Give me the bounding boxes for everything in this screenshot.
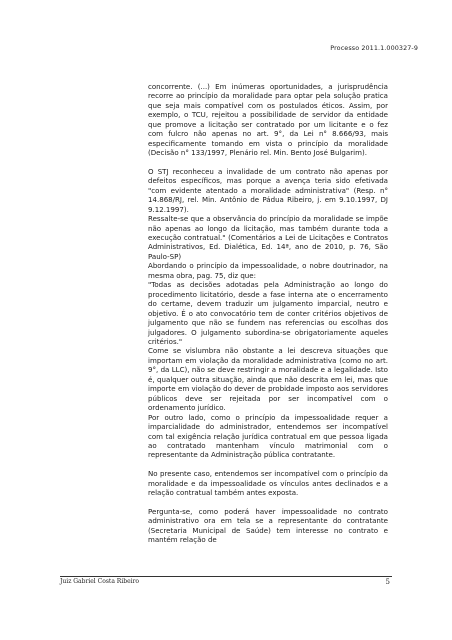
body-text	[148, 82, 388, 544]
quote-paragraph: "Todas as decisões adotadas pela Administração ao longo do procedimento licitatório, desde a fase interna ate o encerramento do certame, devem traduzir um julgamento imparcial, neutro e objetivo. É o ato convocatório tem de conter critérios objetivos de julgamento que não se fundem nas referencias ou escolhas dos julgadores. O julgamento subordina-se obrigatoriamente aqueles critérios."	[148, 280, 388, 346]
paragraph: Pergunta-se, como poderá haver impessoalidade no contrato administrativo ora em tela se a representante do contratante (Secretaria Municipal de Saúde) tem interesse no contrato e mantém relação de	[148, 506, 388, 544]
paragraph: No presente caso, entendemos ser incompatível com o princípio da moralidade e da impessoalidade os vínculos antes declinados e a relação contratual também antes exposta.	[148, 469, 388, 497]
page-number: 5	[385, 578, 390, 586]
footer-author: Juiz Gabriel Costa Ribeiro	[60, 578, 140, 585]
paragraph: Ressalte-se que a observância do princípio da moralidade se impõe não apenas ao longo da licitação, mas também durante toda a execução contratual." (Comentários a Lei de Licitações e Contratos Administrativos, Ed. Dialética, Ed. 14ª, ano de 2010, p. 76, São Paulo-SP)	[148, 214, 388, 261]
paragraph: O STJ reconheceu a invalidade de um contrato não apenas por defeitos específicos, mas porque a avença teria sido efetivada "com evidente atentado a moralidade administrativa" (Resp. n° 14.868/RJ, rel. Min. Antônio de Pádua Ribeiro, j. em 9.10.1997, DJ 9.12.1997).	[148, 166, 388, 214]
paragraph: Come se vislumbra não obstante a lei descreva situações que importam em violação da moralidade administrativa (como no art. 9°, da LLC), não se deve restringir a moralidade e a legalidade. Isto é, qualquer outra situação, ainda que não descrita em lei, mas que importe em violação do dever de probidade imposto aos servidores públicos deve ser rejeitada por ser incompatível com o ordenamento jurídico.	[148, 346, 388, 413]
process-number: Processo 2011.1.000327-9	[330, 44, 418, 52]
paragraph: concorrente. (...) Em inúmeras oportunidades, a jurisprudência recorre ao princípio da moralidade para optar pela solução pratica que seja mais compatível com os postulados éticos. Assim, por exemplo, o TCU, rejeitou a possibilidade de servidor da entidade que promove a licitação ser contratado por um licitante e o fez com fulcro não apenas no art. 9°, da Lei n° 8.666/93, mais especificamente tomando em vista o princípio da moralidade (Decisão n° 133/1997, Plenário rel. Min. Bento José Bulgarim).	[148, 82, 388, 158]
footer-divider	[60, 576, 392, 577]
paragraph: Por outro lado, como o princípio da impessoalidade requer a imparcialidade do administrador, entendemos ser incompatível com tal exigência relação jurídica contratual em que pessoa ligada ao contratado mantenham vínculo matrimonial com o representante da Administração pública contratante.	[148, 412, 388, 460]
paragraph: Abordando o princípio da impessoalidade, o nobre doutrinador, na mesma obra, pag. 75, diz que:	[148, 261, 388, 280]
